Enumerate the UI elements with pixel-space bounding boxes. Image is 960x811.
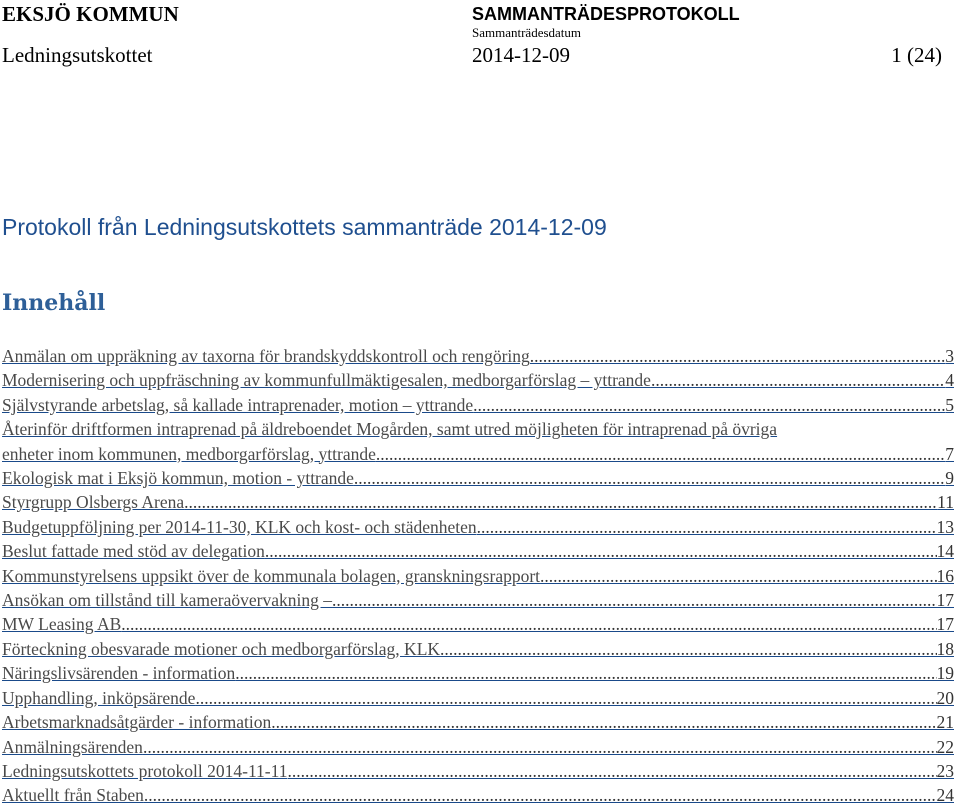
committee-name: Ledningsutskottet [2, 43, 153, 67]
protocol-type: SAMMANTRÄDESPROTOKOLL [472, 4, 740, 24]
toc-entry[interactable] [2, 490, 954, 514]
meeting-date: 2014-12-09 [472, 43, 570, 67]
toc-entry[interactable] [2, 539, 954, 563]
table-of-contents [2, 344, 954, 808]
toc-dot-leader [332, 588, 936, 612]
toc-entry-title: Modernisering och uppfräschning av kommunfullmäktigesalen, medborgarförslag – yttrande [2, 370, 651, 391]
toc-entry[interactable] [2, 710, 954, 734]
toc-dot-leader [530, 344, 945, 368]
toc-entry-title: Styrgrupp Olsbergs Arena [2, 492, 185, 513]
toc-entry-page: 21 [936, 712, 954, 733]
toc-entry-title: Arbetsmarknadsåtgärder - information [2, 712, 272, 733]
toc-entry-page: 4 [945, 370, 954, 391]
page-number: 1 (24) [891, 43, 942, 67]
toc-entry[interactable] [2, 368, 954, 392]
toc-entry-page: 24 [936, 785, 954, 806]
toc-entry-title: Upphandling, inköpsärende [2, 687, 196, 708]
toc-entry[interactable] [2, 515, 954, 539]
toc-dot-leader [440, 637, 936, 661]
toc-entry-title: Aktuellt från Staben [2, 785, 144, 806]
toc-entry-title: Beslut fattade med stöd av delegation [2, 541, 265, 562]
toc-entry-title: enheter inom kommunen, medborgarförslag, yttrande [2, 443, 376, 464]
toc-entry-page: 3 [945, 346, 954, 366]
toc-entry-title: Ekologisk mat i Eksjö kommun, motion - yttrande [2, 468, 354, 489]
toc-dot-leader [473, 393, 945, 417]
toc-entry[interactable] [2, 417, 954, 466]
toc-entry[interactable] [2, 564, 954, 588]
toc-dot-leader [540, 564, 936, 588]
toc-dot-leader [376, 442, 945, 466]
toc-entry[interactable] [2, 344, 954, 368]
toc-dot-leader [184, 490, 937, 514]
toc-entry-page: 13 [936, 516, 954, 537]
toc-entry[interactable] [2, 735, 954, 759]
toc-entry-title: Ledningsutskottets protokoll 2014-11-11 [2, 760, 288, 781]
toc-entry[interactable] [2, 783, 954, 807]
toc-entry[interactable] [2, 612, 954, 636]
toc-entry[interactable] [2, 393, 954, 417]
toc-dot-leader [477, 515, 937, 539]
toc-entry-title: Ansökan om tillstånd till kameraövervakning – [2, 590, 333, 611]
toc-dot-leader [121, 612, 936, 636]
toc-entry[interactable] [2, 588, 954, 612]
toc-dot-leader [271, 710, 936, 734]
toc-dot-leader [265, 539, 937, 563]
toc-entry-page: 23 [936, 760, 954, 781]
toc-entry-title: Budgetuppföljning per 2014-11-30, KLK och kost- och städenheten [2, 516, 477, 537]
toc-dot-leader [143, 735, 937, 759]
toc-entry-page: 19 [936, 663, 954, 684]
toc-entry-title: Anmälan om uppräkning av taxorna för brandskyddskontroll och rengöring [2, 346, 530, 366]
toc-heading: Innehåll [2, 290, 106, 316]
toc-entry-page: 17 [936, 590, 954, 611]
toc-entry-page: 20 [936, 687, 954, 708]
toc-dot-leader [195, 686, 936, 710]
toc-entry-page: 16 [936, 565, 954, 586]
toc-entry[interactable] [2, 637, 954, 661]
toc-entry-title-first-line: Återinför driftformen intraprenad på äldreboendet Mogården, samt utred möjligheten för intraprenad på övriga [2, 419, 778, 440]
organization-name: EKSJÖ KOMMUN [2, 2, 179, 26]
toc-entry-title: Självstyrande arbetslag, så kallade intraprenader, motion – yttrande [2, 394, 474, 415]
toc-entry-page: 9 [945, 468, 954, 489]
toc-entry-page: 7 [945, 443, 954, 464]
toc-entry[interactable] [2, 661, 954, 685]
toc-entry-title: MW Leasing AB [2, 614, 122, 635]
toc-entry-page: 17 [936, 614, 954, 635]
toc-dot-leader [651, 368, 945, 392]
toc-entry[interactable] [2, 686, 954, 710]
toc-dot-leader [144, 783, 937, 807]
toc-entry-title: Anmälningsärenden [2, 736, 143, 757]
toc-entry-title: Förteckning obesvarade motioner och medborgarförslag, KLK [2, 638, 441, 659]
document-title: Protokoll från Ledningsutskottets sammanträde 2014-12-09 [2, 214, 607, 240]
toc-entry-page: 11 [937, 492, 954, 513]
toc-dot-leader [235, 661, 936, 685]
toc-entry-page: 14 [936, 541, 954, 562]
toc-entry[interactable] [2, 466, 954, 490]
date-label: Sammanträdesdatum [472, 25, 582, 40]
toc-dot-leader [288, 759, 937, 783]
toc-entry-page: 18 [936, 638, 954, 659]
toc-entry-title: Näringslivsärenden - information [2, 663, 236, 684]
toc-dot-leader [354, 466, 945, 490]
toc-entry[interactable] [2, 759, 954, 783]
toc-entry-page: 22 [936, 736, 954, 757]
toc-entry-title: Kommunstyrelsens uppsikt över de kommunala bolagen, granskningsrapport [2, 565, 541, 586]
toc-entry-page: 5 [945, 394, 954, 415]
